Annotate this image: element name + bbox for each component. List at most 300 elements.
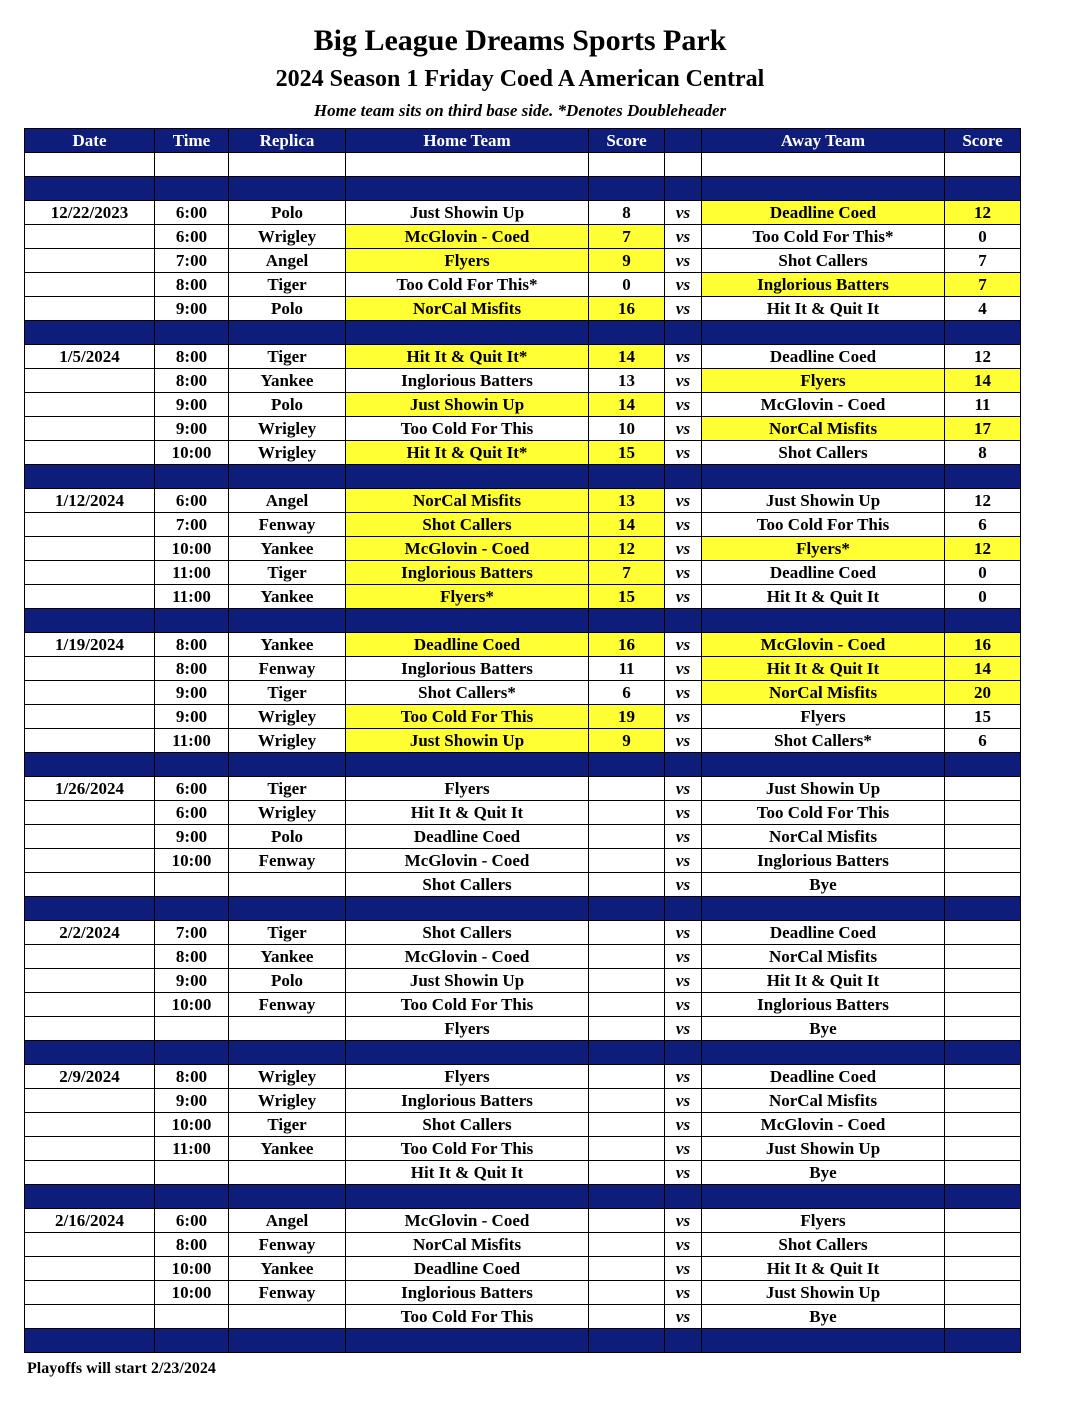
vs-label: vs [665, 945, 702, 969]
away-team: NorCal Misfits [702, 681, 945, 705]
away-score: 16 [945, 633, 1021, 657]
away-team: Inglorious Batters [702, 993, 945, 1017]
home-team: Deadline Coed [346, 825, 589, 849]
col-header-replica: Replica [229, 129, 346, 153]
home-team: Hit It & Quit It [346, 1161, 589, 1185]
game-date [25, 729, 155, 753]
away-team: Just Showin Up [702, 777, 945, 801]
vs-label: vs [665, 1137, 702, 1161]
game-field: Yankee [229, 585, 346, 609]
game-date [25, 225, 155, 249]
home-score [589, 801, 665, 825]
game-time: 9:00 [155, 969, 229, 993]
vs-label: vs [665, 537, 702, 561]
col-header-home-score: Score [589, 129, 665, 153]
game-field [229, 1161, 346, 1185]
away-score: 0 [945, 585, 1021, 609]
away-score [945, 993, 1021, 1017]
game-date [25, 513, 155, 537]
home-score [589, 1281, 665, 1305]
game-date [25, 441, 155, 465]
col-header-home-team: Home Team [346, 129, 589, 153]
away-team: Deadline Coed [702, 201, 945, 225]
vs-label: vs [665, 297, 702, 321]
vs-label: vs [665, 393, 702, 417]
away-score: 14 [945, 369, 1021, 393]
game-date: 2/16/2024 [25, 1209, 155, 1233]
away-score [945, 1257, 1021, 1281]
home-score [589, 1233, 665, 1257]
home-score [589, 873, 665, 897]
home-score: 7 [589, 225, 665, 249]
game-date [25, 273, 155, 297]
game-row [25, 225, 1021, 249]
game-date [25, 393, 155, 417]
home-team: Too Cold For This [346, 1137, 589, 1161]
home-score [589, 969, 665, 993]
home-team: Hit It & Quit It* [346, 345, 589, 369]
game-field: Polo [229, 393, 346, 417]
game-date [25, 1137, 155, 1161]
vs-label: vs [665, 1233, 702, 1257]
home-team: Just Showin Up [346, 969, 589, 993]
away-score [945, 1281, 1021, 1305]
game-date: 1/12/2024 [25, 489, 155, 513]
game-field: Tiger [229, 777, 346, 801]
away-team: NorCal Misfits [702, 945, 945, 969]
game-date [25, 417, 155, 441]
game-time: 8:00 [155, 657, 229, 681]
game-row [25, 1209, 1021, 1233]
game-field: Fenway [229, 849, 346, 873]
home-score: 10 [589, 417, 665, 441]
home-team: Shot Callers* [346, 681, 589, 705]
col-header-date: Date [25, 129, 155, 153]
home-score [589, 1257, 665, 1281]
home-team: Flyers [346, 1065, 589, 1089]
home-score [589, 1209, 665, 1233]
col-header-away-score: Score [945, 129, 1021, 153]
week-separator [25, 177, 1021, 201]
game-time: 9:00 [155, 1089, 229, 1113]
home-team: Just Showin Up [346, 201, 589, 225]
game-field: Tiger [229, 561, 346, 585]
away-team: Inglorious Batters [702, 273, 945, 297]
away-team: Shot Callers [702, 441, 945, 465]
away-team: Flyers [702, 369, 945, 393]
vs-label: vs [665, 657, 702, 681]
away-team: Too Cold For This [702, 801, 945, 825]
game-field: Tiger [229, 273, 346, 297]
game-time: 7:00 [155, 249, 229, 273]
away-team: Deadline Coed [702, 1065, 945, 1089]
away-score [945, 801, 1021, 825]
vs-label: vs [665, 369, 702, 393]
away-score [945, 1113, 1021, 1137]
vs-label: vs [665, 1113, 702, 1137]
week-separator [25, 321, 1021, 345]
game-time: 6:00 [155, 777, 229, 801]
away-score: 0 [945, 561, 1021, 585]
away-score [945, 1209, 1021, 1233]
away-team: NorCal Misfits [702, 825, 945, 849]
game-date [25, 873, 155, 897]
home-team: Inglorious Batters [346, 657, 589, 681]
game-field: Fenway [229, 993, 346, 1017]
game-date: 1/26/2024 [25, 777, 155, 801]
home-team: Shot Callers [346, 921, 589, 945]
vs-label: vs [665, 825, 702, 849]
home-team: Inglorious Batters [346, 369, 589, 393]
away-score: 12 [945, 345, 1021, 369]
schedule-note: Home team sits on third base side. *Denotes Doubleheader [313, 101, 727, 120]
home-team: Flyers* [346, 585, 589, 609]
game-row [25, 729, 1021, 753]
home-team: Inglorious Batters [346, 1089, 589, 1113]
away-score [945, 825, 1021, 849]
game-field: Yankee [229, 537, 346, 561]
game-time: 6:00 [155, 801, 229, 825]
vs-label: vs [665, 513, 702, 537]
away-team: Bye [702, 873, 945, 897]
away-score: 11 [945, 393, 1021, 417]
schedule-table [24, 128, 1021, 1353]
game-time: 7:00 [155, 921, 229, 945]
game-row [25, 993, 1021, 1017]
home-score: 9 [589, 249, 665, 273]
home-team: Flyers [346, 777, 589, 801]
game-date [25, 585, 155, 609]
vs-label: vs [665, 225, 702, 249]
game-field: Tiger [229, 345, 346, 369]
away-score: 6 [945, 513, 1021, 537]
home-team: McGlovin - Coed [346, 225, 589, 249]
page-title: Big League Dreams Sports Park [313, 24, 727, 57]
game-time: 10:00 [155, 1281, 229, 1305]
home-score: 16 [589, 633, 665, 657]
col-header-time: Time [155, 129, 229, 153]
game-date [25, 1089, 155, 1113]
away-score [945, 1017, 1021, 1041]
vs-label: vs [665, 1161, 702, 1185]
vs-label: vs [665, 921, 702, 945]
away-score [945, 1233, 1021, 1257]
game-time: 10:00 [155, 441, 229, 465]
game-field: Fenway [229, 513, 346, 537]
game-time: 9:00 [155, 393, 229, 417]
game-date [25, 537, 155, 561]
away-score: 4 [945, 297, 1021, 321]
game-date [25, 561, 155, 585]
away-score [945, 777, 1021, 801]
game-time: 6:00 [155, 201, 229, 225]
home-team: Deadline Coed [346, 1257, 589, 1281]
home-score [589, 993, 665, 1017]
away-team: Just Showin Up [702, 1137, 945, 1161]
game-field: Yankee [229, 945, 346, 969]
col-header-vs [665, 129, 702, 153]
week-separator [25, 609, 1021, 633]
away-team: Flyers [702, 1209, 945, 1233]
game-field [229, 1305, 346, 1329]
home-team: Too Cold For This* [346, 273, 589, 297]
game-row [25, 801, 1021, 825]
game-date [25, 249, 155, 273]
home-score [589, 1113, 665, 1137]
away-team: Shot Callers [702, 1233, 945, 1257]
away-team: McGlovin - Coed [702, 1113, 945, 1137]
game-row [25, 969, 1021, 993]
game-field: Tiger [229, 681, 346, 705]
game-time [155, 1305, 229, 1329]
game-time: 11:00 [155, 1137, 229, 1161]
game-time: 8:00 [155, 633, 229, 657]
away-score: 14 [945, 657, 1021, 681]
home-score [589, 1137, 665, 1161]
game-field: Wrigley [229, 729, 346, 753]
home-score: 14 [589, 393, 665, 417]
game-date [25, 969, 155, 993]
home-team: NorCal Misfits [346, 297, 589, 321]
game-date [25, 1161, 155, 1185]
game-field: Wrigley [229, 225, 346, 249]
game-date [25, 1017, 155, 1041]
vs-label: vs [665, 1257, 702, 1281]
game-field [229, 873, 346, 897]
game-field: Polo [229, 297, 346, 321]
game-row [25, 417, 1021, 441]
game-field: Fenway [229, 657, 346, 681]
home-team: McGlovin - Coed [346, 537, 589, 561]
game-time [155, 1017, 229, 1041]
game-time: 10:00 [155, 537, 229, 561]
home-team: Flyers [346, 1017, 589, 1041]
home-team: Inglorious Batters [346, 1281, 589, 1305]
vs-label: vs [665, 417, 702, 441]
game-field: Angel [229, 1209, 346, 1233]
game-date: 1/19/2024 [25, 633, 155, 657]
home-team: Shot Callers [346, 513, 589, 537]
away-score [945, 1161, 1021, 1185]
game-row [25, 1257, 1021, 1281]
game-row [25, 345, 1021, 369]
away-team: Bye [702, 1161, 945, 1185]
week-separator [25, 465, 1021, 489]
game-row [25, 201, 1021, 225]
home-score [589, 921, 665, 945]
away-score [945, 921, 1021, 945]
game-time: 10:00 [155, 849, 229, 873]
away-team: Hit It & Quit It [702, 585, 945, 609]
game-time: 8:00 [155, 945, 229, 969]
game-row [25, 1017, 1021, 1041]
vs-label: vs [665, 1305, 702, 1329]
home-score: 7 [589, 561, 665, 585]
game-date: 1/5/2024 [25, 345, 155, 369]
game-field: Wrigley [229, 705, 346, 729]
game-row [25, 585, 1021, 609]
vs-label: vs [665, 1209, 702, 1233]
vs-label: vs [665, 849, 702, 873]
away-team: McGlovin - Coed [702, 633, 945, 657]
away-score: 12 [945, 537, 1021, 561]
game-date: 2/2/2024 [25, 921, 155, 945]
game-row [25, 537, 1021, 561]
game-time: 11:00 [155, 729, 229, 753]
game-row [25, 249, 1021, 273]
game-field: Wrigley [229, 1065, 346, 1089]
home-team: McGlovin - Coed [346, 849, 589, 873]
vs-label: vs [665, 1065, 702, 1089]
away-score: 0 [945, 225, 1021, 249]
game-date [25, 801, 155, 825]
vs-label: vs [665, 777, 702, 801]
game-field: Angel [229, 489, 346, 513]
game-row [25, 1113, 1021, 1137]
game-time: 8:00 [155, 369, 229, 393]
vs-label: vs [665, 561, 702, 585]
game-field: Wrigley [229, 1089, 346, 1113]
vs-label: vs [665, 345, 702, 369]
away-score [945, 1137, 1021, 1161]
game-time: 10:00 [155, 993, 229, 1017]
home-score [589, 1089, 665, 1113]
table-header-row [25, 129, 1021, 153]
away-team: McGlovin - Coed [702, 393, 945, 417]
game-row [25, 921, 1021, 945]
home-score: 19 [589, 705, 665, 729]
home-score [589, 1305, 665, 1329]
away-score: 6 [945, 729, 1021, 753]
game-field: Wrigley [229, 417, 346, 441]
home-team: Just Showin Up [346, 393, 589, 417]
away-score: 8 [945, 441, 1021, 465]
col-header-away-team: Away Team [702, 129, 945, 153]
game-row [25, 657, 1021, 681]
home-score: 14 [589, 345, 665, 369]
week-separator [25, 753, 1021, 777]
game-time: 8:00 [155, 1233, 229, 1257]
away-score [945, 1089, 1021, 1113]
away-team: Just Showin Up [702, 489, 945, 513]
game-time: 11:00 [155, 585, 229, 609]
game-time: 7:00 [155, 513, 229, 537]
vs-label: vs [665, 249, 702, 273]
game-field: Polo [229, 201, 346, 225]
home-team: Too Cold For This [346, 705, 589, 729]
away-team: Bye [702, 1305, 945, 1329]
game-row [25, 849, 1021, 873]
game-row [25, 1281, 1021, 1305]
away-team: Flyers* [702, 537, 945, 561]
game-date [25, 825, 155, 849]
home-score: 16 [589, 297, 665, 321]
vs-label: vs [665, 489, 702, 513]
home-score: 8 [589, 201, 665, 225]
game-time: 6:00 [155, 489, 229, 513]
away-team: Flyers [702, 705, 945, 729]
vs-label: vs [665, 969, 702, 993]
game-row [25, 513, 1021, 537]
vs-label: vs [665, 993, 702, 1017]
home-score: 13 [589, 369, 665, 393]
away-team: Too Cold For This* [702, 225, 945, 249]
away-team: NorCal Misfits [702, 417, 945, 441]
game-row [25, 681, 1021, 705]
game-time: 9:00 [155, 825, 229, 849]
home-score: 9 [589, 729, 665, 753]
away-team: Deadline Coed [702, 921, 945, 945]
game-date [25, 297, 155, 321]
home-score [589, 849, 665, 873]
game-row [25, 873, 1021, 897]
game-row [25, 705, 1021, 729]
playoffs-note: Playoffs will start 2/23/2024 [27, 1360, 216, 1377]
game-row [25, 1305, 1021, 1329]
away-score: 7 [945, 249, 1021, 273]
home-score: 11 [589, 657, 665, 681]
game-field: Yankee [229, 633, 346, 657]
game-row [25, 1161, 1021, 1185]
game-field: Yankee [229, 1257, 346, 1281]
away-team: Deadline Coed [702, 345, 945, 369]
home-score: 12 [589, 537, 665, 561]
schedule-subtitle: 2024 Season 1 Friday Coed A American Central [275, 66, 765, 92]
game-row [25, 633, 1021, 657]
game-row [25, 777, 1021, 801]
home-team: Too Cold For This [346, 417, 589, 441]
game-field: Polo [229, 825, 346, 849]
home-team: NorCal Misfits [346, 1233, 589, 1257]
game-time [155, 873, 229, 897]
game-time: 6:00 [155, 225, 229, 249]
vs-label: vs [665, 441, 702, 465]
away-team: Inglorious Batters [702, 849, 945, 873]
vs-label: vs [665, 729, 702, 753]
game-field [229, 1017, 346, 1041]
away-team: Hit It & Quit It [702, 969, 945, 993]
game-field: Polo [229, 969, 346, 993]
game-date [25, 1257, 155, 1281]
game-time [155, 1161, 229, 1185]
game-field: Yankee [229, 1137, 346, 1161]
away-team: Bye [702, 1017, 945, 1041]
home-score: 0 [589, 273, 665, 297]
game-row [25, 441, 1021, 465]
vs-label: vs [665, 273, 702, 297]
home-team: NorCal Misfits [346, 489, 589, 513]
week-separator [25, 1329, 1021, 1353]
vs-label: vs [665, 1089, 702, 1113]
game-time: 8:00 [155, 345, 229, 369]
away-score [945, 1305, 1021, 1329]
home-team: Flyers [346, 249, 589, 273]
game-row [25, 825, 1021, 849]
home-team: Too Cold For This [346, 1305, 589, 1329]
away-score [945, 969, 1021, 993]
game-time: 8:00 [155, 273, 229, 297]
game-time: 6:00 [155, 1209, 229, 1233]
home-score: 15 [589, 441, 665, 465]
game-date: 12/22/2023 [25, 201, 155, 225]
game-row [25, 561, 1021, 585]
home-team: Hit It & Quit It* [346, 441, 589, 465]
game-row [25, 369, 1021, 393]
home-team: McGlovin - Coed [346, 1209, 589, 1233]
game-time: 10:00 [155, 1113, 229, 1137]
home-team: Shot Callers [346, 1113, 589, 1137]
game-row [25, 489, 1021, 513]
